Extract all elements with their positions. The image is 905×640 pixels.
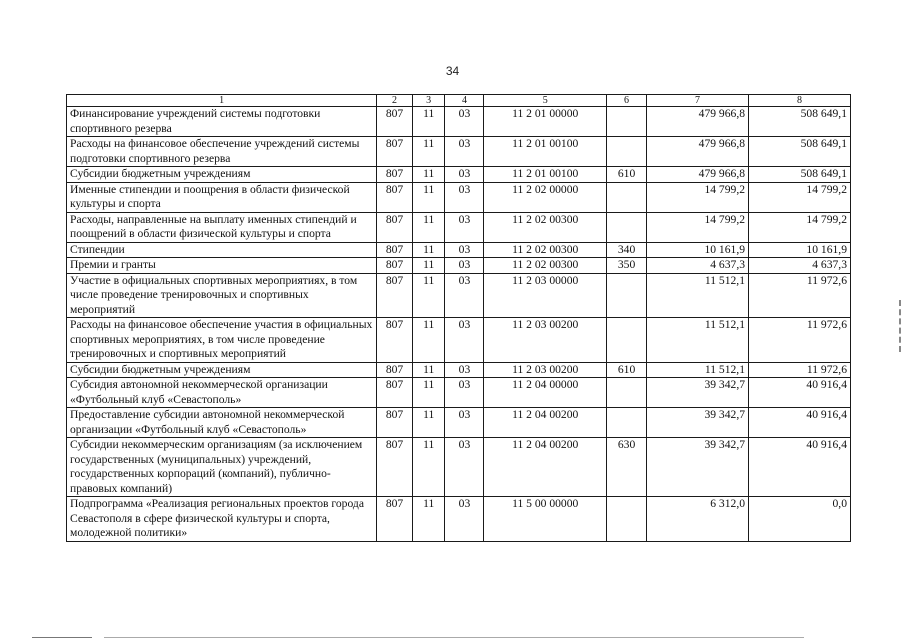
table-row <box>67 212 851 242</box>
table-row <box>67 107 851 137</box>
amount-year2-cell: 10 161,9 <box>749 242 851 258</box>
expense-type-cell <box>606 378 646 408</box>
amount-year1-cell: 479 966,8 <box>647 137 749 167</box>
target-article-cell: 11 2 02 00000 <box>484 182 607 212</box>
amount-year1-cell: 39 342,7 <box>647 378 749 408</box>
scan-bottom-line <box>104 637 804 638</box>
subsection-code-cell: 03 <box>445 362 484 378</box>
amount-year2-cell: 40 916,4 <box>749 378 851 408</box>
subsection-code-cell: 03 <box>445 408 484 438</box>
target-article-cell: 11 2 01 00000 <box>484 107 607 137</box>
amount-year1-cell: 39 342,7 <box>647 438 749 497</box>
target-article-cell: 11 2 04 00200 <box>484 438 607 497</box>
table-row <box>67 362 851 378</box>
row-name-cell: Премии и гранты <box>67 258 377 274</box>
ministry-code-cell: 807 <box>377 408 413 438</box>
column-header: 2 <box>377 95 413 107</box>
expense-type-cell <box>606 182 646 212</box>
target-article-cell: 11 2 02 00300 <box>484 212 607 242</box>
column-number-row <box>67 95 851 107</box>
expense-type-cell <box>606 408 646 438</box>
column-header: 7 <box>647 95 749 107</box>
ministry-code-cell: 807 <box>377 182 413 212</box>
ministry-code-cell: 807 <box>377 137 413 167</box>
amount-year1-cell: 479 966,8 <box>647 167 749 183</box>
amount-year2-cell: 0,0 <box>749 497 851 542</box>
section-code-cell: 11 <box>412 408 445 438</box>
target-article-cell: 11 5 00 00000 <box>484 497 607 542</box>
expense-type-cell <box>606 318 646 363</box>
table-row <box>67 318 851 363</box>
section-code-cell: 11 <box>412 318 445 363</box>
ministry-code-cell: 807 <box>377 167 413 183</box>
amount-year1-cell: 39 342,7 <box>647 408 749 438</box>
subsection-code-cell: 03 <box>445 137 484 167</box>
section-code-cell: 11 <box>412 258 445 274</box>
row-name-cell: Субсидии бюджетным учреждениям <box>67 362 377 378</box>
section-code-cell: 11 <box>412 497 445 542</box>
ministry-code-cell: 807 <box>377 497 413 542</box>
ministry-code-cell: 807 <box>377 242 413 258</box>
row-name-cell: Расходы на финансовое обеспечение участия в официальных спортивных мероприятиях, в том числе проведение тренировочных и спортивных мероприятий <box>67 318 377 363</box>
amount-year1-cell: 14 799,2 <box>647 212 749 242</box>
amount-year1-cell: 10 161,9 <box>647 242 749 258</box>
row-name-cell: Субсидия автономной некоммерческой организации «Футбольный клуб «Севастополь» <box>67 378 377 408</box>
budget-table <box>66 94 851 542</box>
section-code-cell: 11 <box>412 273 445 318</box>
ministry-code-cell: 807 <box>377 273 413 318</box>
subsection-code-cell: 03 <box>445 273 484 318</box>
ministry-code-cell: 807 <box>377 318 413 363</box>
table-row <box>67 408 851 438</box>
target-article-cell: 11 2 01 00100 <box>484 137 607 167</box>
scan-bottom-line <box>32 637 92 638</box>
section-code-cell: 11 <box>412 107 445 137</box>
target-article-cell: 11 2 02 00300 <box>484 258 607 274</box>
table-row <box>67 378 851 408</box>
amount-year2-cell: 14 799,2 <box>749 182 851 212</box>
column-header: 4 <box>445 95 484 107</box>
expense-type-cell <box>606 212 646 242</box>
subsection-code-cell: 03 <box>445 438 484 497</box>
amount-year2-cell: 14 799,2 <box>749 212 851 242</box>
subsection-code-cell: 03 <box>445 497 484 542</box>
row-name-cell: Участие в официальных спортивных мероприятиях, в том числе проведение тренировочных и спортивных мероприятий <box>67 273 377 318</box>
expense-type-cell: 610 <box>606 362 646 378</box>
target-article-cell: 11 2 03 00200 <box>484 318 607 363</box>
section-code-cell: 11 <box>412 137 445 167</box>
section-code-cell: 11 <box>412 182 445 212</box>
target-article-cell: 11 2 03 00000 <box>484 273 607 318</box>
table-row <box>67 137 851 167</box>
target-article-cell: 11 2 03 00200 <box>484 362 607 378</box>
ministry-code-cell: 807 <box>377 378 413 408</box>
expense-type-cell: 340 <box>606 242 646 258</box>
section-code-cell: 11 <box>412 212 445 242</box>
section-code-cell: 11 <box>412 438 445 497</box>
section-code-cell: 11 <box>412 378 445 408</box>
amount-year1-cell: 11 512,1 <box>647 273 749 318</box>
expense-type-cell <box>606 107 646 137</box>
section-code-cell: 11 <box>412 362 445 378</box>
amount-year2-cell: 40 916,4 <box>749 438 851 497</box>
ministry-code-cell: 807 <box>377 107 413 137</box>
row-name-cell: Подпрограмма «Реализация региональных проектов города Севастополя в сфере физической культуры и спорта, молодежной политики» <box>67 497 377 542</box>
subsection-code-cell: 03 <box>445 107 484 137</box>
target-article-cell: 11 2 04 00200 <box>484 408 607 438</box>
column-header: 8 <box>749 95 851 107</box>
subsection-code-cell: 03 <box>445 258 484 274</box>
amount-year1-cell: 14 799,2 <box>647 182 749 212</box>
row-name-cell: Предоставление субсидии автономной некоммерческой организации «Футбольный клуб «Севастополь» <box>67 408 377 438</box>
amount-year2-cell: 4 637,3 <box>749 258 851 274</box>
page-number: 34 <box>445 64 460 78</box>
subsection-code-cell: 03 <box>445 212 484 242</box>
row-name-cell: Расходы, направленные на выплату именных стипендий и поощрений в области физической культуры и спорта <box>67 212 377 242</box>
expense-type-cell <box>606 137 646 167</box>
table-row <box>67 182 851 212</box>
table-row <box>67 438 851 497</box>
amount-year2-cell: 508 649,1 <box>749 107 851 137</box>
column-header: 3 <box>412 95 445 107</box>
amount-year2-cell: 40 916,4 <box>749 408 851 438</box>
amount-year1-cell: 6 312,0 <box>647 497 749 542</box>
section-code-cell: 11 <box>412 242 445 258</box>
column-header: 1 <box>67 95 377 107</box>
section-code-cell: 11 <box>412 167 445 183</box>
row-name-cell: Расходы на финансовое обеспечение учреждений системы подготовки спортивного резерва <box>67 137 377 167</box>
subsection-code-cell: 03 <box>445 167 484 183</box>
column-header: 5 <box>484 95 607 107</box>
amount-year2-cell: 508 649,1 <box>749 137 851 167</box>
target-article-cell: 11 2 04 00000 <box>484 378 607 408</box>
scan-edge-marks <box>899 300 903 352</box>
table-row <box>67 167 851 183</box>
row-name-cell: Субсидии некоммерческим организациям (за исключением государственных (муниципальных) учреждений, государственных корпораций (компаний), публично-правовых компаний) <box>67 438 377 497</box>
expense-type-cell: 610 <box>606 167 646 183</box>
row-name-cell: Именные стипендии и поощрения в области физической культуры и спорта <box>67 182 377 212</box>
target-article-cell: 11 2 02 00300 <box>484 242 607 258</box>
column-header: 6 <box>606 95 646 107</box>
row-name-cell: Финансирование учреждений системы подготовки спортивного резерва <box>67 107 377 137</box>
row-name-cell: Субсидии бюджетным учреждениям <box>67 167 377 183</box>
ministry-code-cell: 807 <box>377 438 413 497</box>
amount-year2-cell: 508 649,1 <box>749 167 851 183</box>
table-row <box>67 497 851 542</box>
target-article-cell: 11 2 01 00100 <box>484 167 607 183</box>
table-row <box>67 273 851 318</box>
expense-type-cell: 630 <box>606 438 646 497</box>
expense-type-cell <box>606 497 646 542</box>
amount-year2-cell: 11 972,6 <box>749 362 851 378</box>
amount-year1-cell: 11 512,1 <box>647 362 749 378</box>
ministry-code-cell: 807 <box>377 258 413 274</box>
table-row <box>67 242 851 258</box>
amount-year1-cell: 4 637,3 <box>647 258 749 274</box>
subsection-code-cell: 03 <box>445 318 484 363</box>
subsection-code-cell: 03 <box>445 242 484 258</box>
subsection-code-cell: 03 <box>445 182 484 212</box>
amount-year1-cell: 479 966,8 <box>647 107 749 137</box>
expense-type-cell <box>606 273 646 318</box>
expense-type-cell: 350 <box>606 258 646 274</box>
amount-year2-cell: 11 972,6 <box>749 318 851 363</box>
ministry-code-cell: 807 <box>377 362 413 378</box>
amount-year2-cell: 11 972,6 <box>749 273 851 318</box>
ministry-code-cell: 807 <box>377 212 413 242</box>
row-name-cell: Стипендии <box>67 242 377 258</box>
table-row <box>67 258 851 274</box>
subsection-code-cell: 03 <box>445 378 484 408</box>
amount-year1-cell: 11 512,1 <box>647 318 749 363</box>
